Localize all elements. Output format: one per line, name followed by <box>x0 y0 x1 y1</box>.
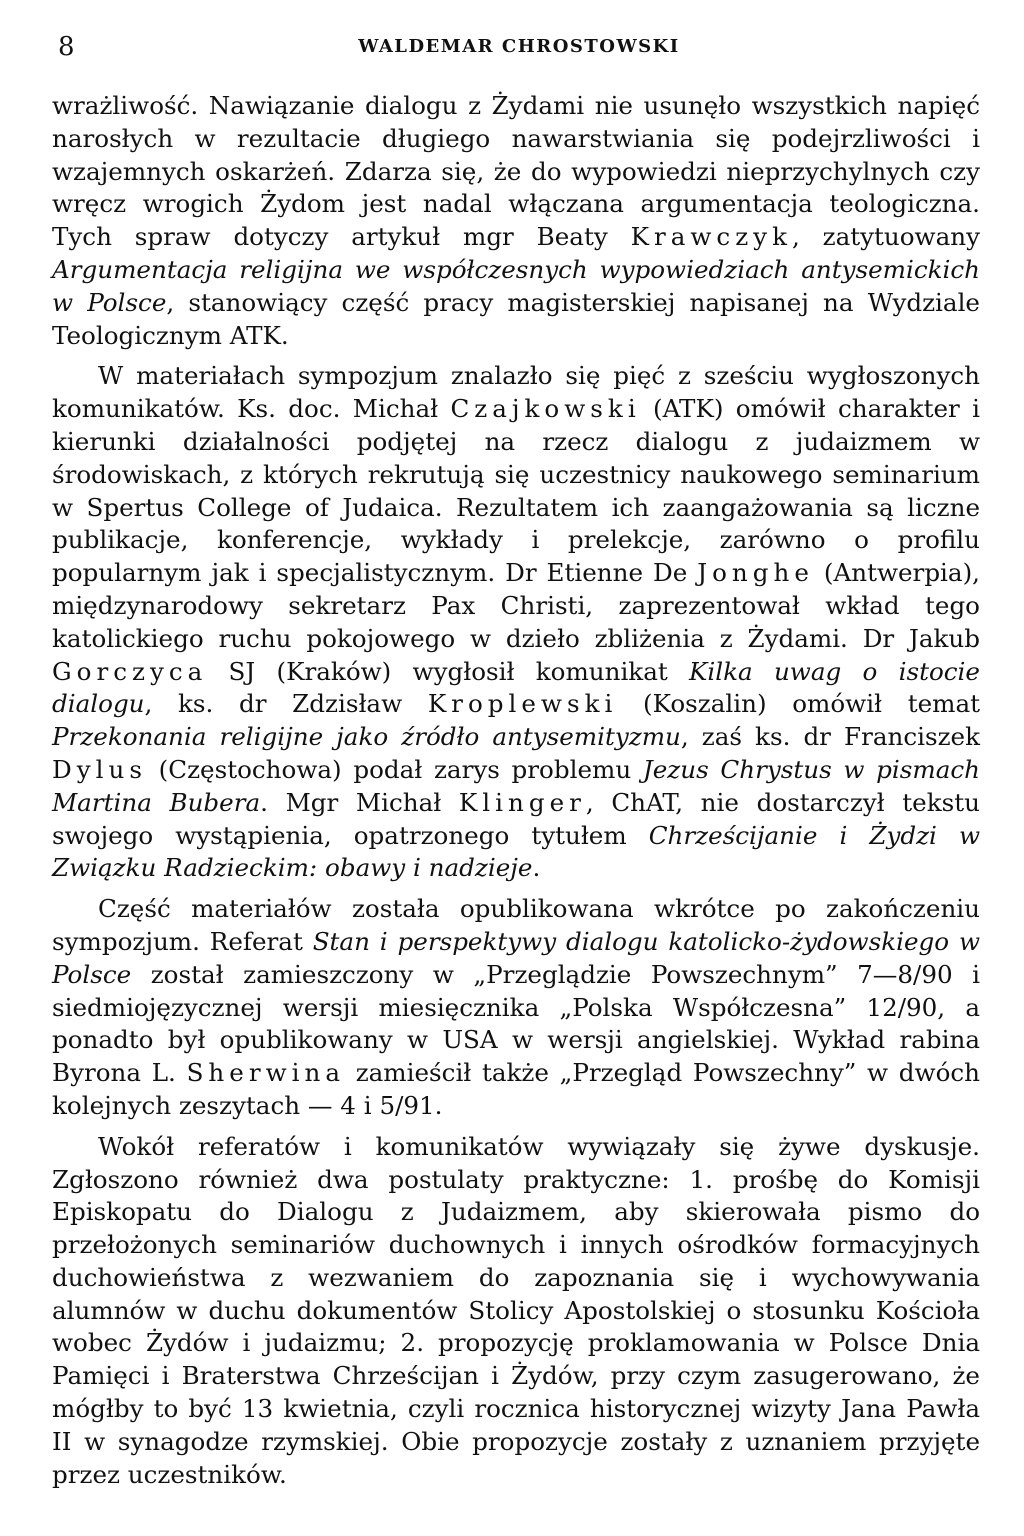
paragraph-2 <box>52 360 980 885</box>
page-header <box>58 30 980 64</box>
spaced-surname: Klinger <box>458 787 586 817</box>
spaced-surname: Dylus <box>52 754 147 784</box>
text-run: (ATK) omówił charakter i kierunki działalności podjętej na rzecz dialogu z judaizmem w środowiskach, z których rekrutują się uczestnicy naukowego seminarium w Spertus College of Judaica. Rezultatem ich zaangażowania są liczne publikacje, konferencje, wykłady i prelekcje, zarówno o profilu popularnym jak i specjalistycznym. Dr Etienne De <box>52 394 980 588</box>
text-run: , ks. dr Zdzisław <box>144 689 428 719</box>
spaced-surname: Jonghe <box>697 558 814 588</box>
paragraph-3 <box>52 893 980 1123</box>
text-run: W materiałach sympozjum znalazło się pięć z sześciu wygłoszonych komunikatów. Ks. doc. Michał <box>52 361 980 424</box>
text-run: Wokół referatów i komunikatów wywiązały się żywe dyskusje. Zgłoszono również dwa postulaty praktyczne: 1. prośbę do Komisji Episkopatu do Dialogu z Judaizmem, aby skierowała pismo do przełożonych seminariów duchownych i innych ośrodków formacyjnych duchowieństwa z wezwaniem do zapoznania się i wychowywania alumnów w duchu dokumentów Stolicy Apostolskiej o stosunku Kościoła wobec Żydów i judaizmu; 2. propozycję proklamowania w Polsce Dnia Pamięci i Braterstwa Chrześcijan i Żydów, przy czym zasugerowano, że mógłby to być 13 kwietnia, czyli rocznica historycznej wizyty Jana Pawła II w synagodze rzymskiej. Obie propozycje zostały z uznaniem przyjęte przez uczestników. <box>52 1131 980 1489</box>
page-number: 8 <box>58 32 75 62</box>
italic-title: Kilka uwag o istocie dialogu <box>52 656 980 719</box>
text-run: wrażliwość. Nawiązanie dialogu z Żydami nie usunęło wszystkich napięć narosłych w rezultacie długiego nawarstwiania się podejrzliwości i wzajemnych oskarżeń. Zdarza się, że do wypowiedzi nieprzychylnych czy wręcz wrogich Żydom jest nadal włączana argumentacja teologiczna. Tych spraw dotyczy artykuł mgr Beaty <box>52 91 980 252</box>
italic-title: Chrześcijanie i Żydzi w Związku Radzieckim: obawy i nadzieje <box>52 820 980 883</box>
text-run: . Mgr Michał <box>260 787 459 817</box>
text-run: (Częstochowa) podał zarys problemu <box>146 754 643 784</box>
text-run: (Antwerpia), międzynarodowy sekretarz Pax Christi, zaprezentował wkład tego katolickiego ruchu pokojowego w dzieło zbliżenia z Żydami. Dr Jakub <box>52 558 980 653</box>
spaced-surname: Gorczyca <box>52 656 208 686</box>
text-run: , zaś ks. dr Franciszek <box>680 722 980 752</box>
text-run: (Koszalin) omówił temat <box>617 689 980 719</box>
text-run: . <box>532 853 541 883</box>
italic-title: Jezus Chrystus w pismach Martina Bubera <box>52 754 980 817</box>
spaced-surname: Czajkowski <box>450 394 641 424</box>
paragraph-4 <box>52 1131 980 1492</box>
text-run: , stanowiący część pracy magisterskiej napisanej na Wydziale Teologicznym ATK. <box>52 287 980 350</box>
text-run: zamieścił także „Przegląd Powszechny” w dwóch kolejnych zeszytach — 4 i 5/91. <box>52 1058 980 1120</box>
text-run: Część materiałów została opublikowana wkrótce po zakończeniu sympozjum. Referat <box>52 894 980 956</box>
italic-title: Przekonania religijne jako źródło antysemityzmu <box>52 722 681 752</box>
spaced-surname: Krawczyk <box>630 222 792 252</box>
paragraph-1 <box>52 90 980 352</box>
spaced-surname: Kroplewski <box>427 689 618 719</box>
text-run: , zatytuowany <box>791 222 981 252</box>
text-run: został zamieszczony w „Przeglądzie Powszechnym” 7—8/90 i siedmiojęzycznej wersji miesięcznika „Polska Współczesna” 12/90, a ponadto był opublikowany w USA w wersji angielskiej. Wykład rabina Byrona L. <box>52 959 980 1088</box>
text-run: SJ (Kraków) wygłosił komunikat <box>207 656 690 686</box>
running-head: WALDEMAR CHROSTOWSKI <box>358 36 680 57</box>
italic-title: Stan i perspektywy dialogu katolicko-żydowskiego w Polsce <box>52 926 980 989</box>
text-run: , ChAT, nie dostarczył tekstu swojego wystąpienia, opatrzonego tytułem <box>52 787 980 850</box>
spaced-surname: Sherwina <box>186 1058 345 1088</box>
article-body <box>52 90 980 1491</box>
italic-title: Argumentacja religijna we współczesnych wypowiedziach antysemickich w Polsce <box>52 254 980 317</box>
